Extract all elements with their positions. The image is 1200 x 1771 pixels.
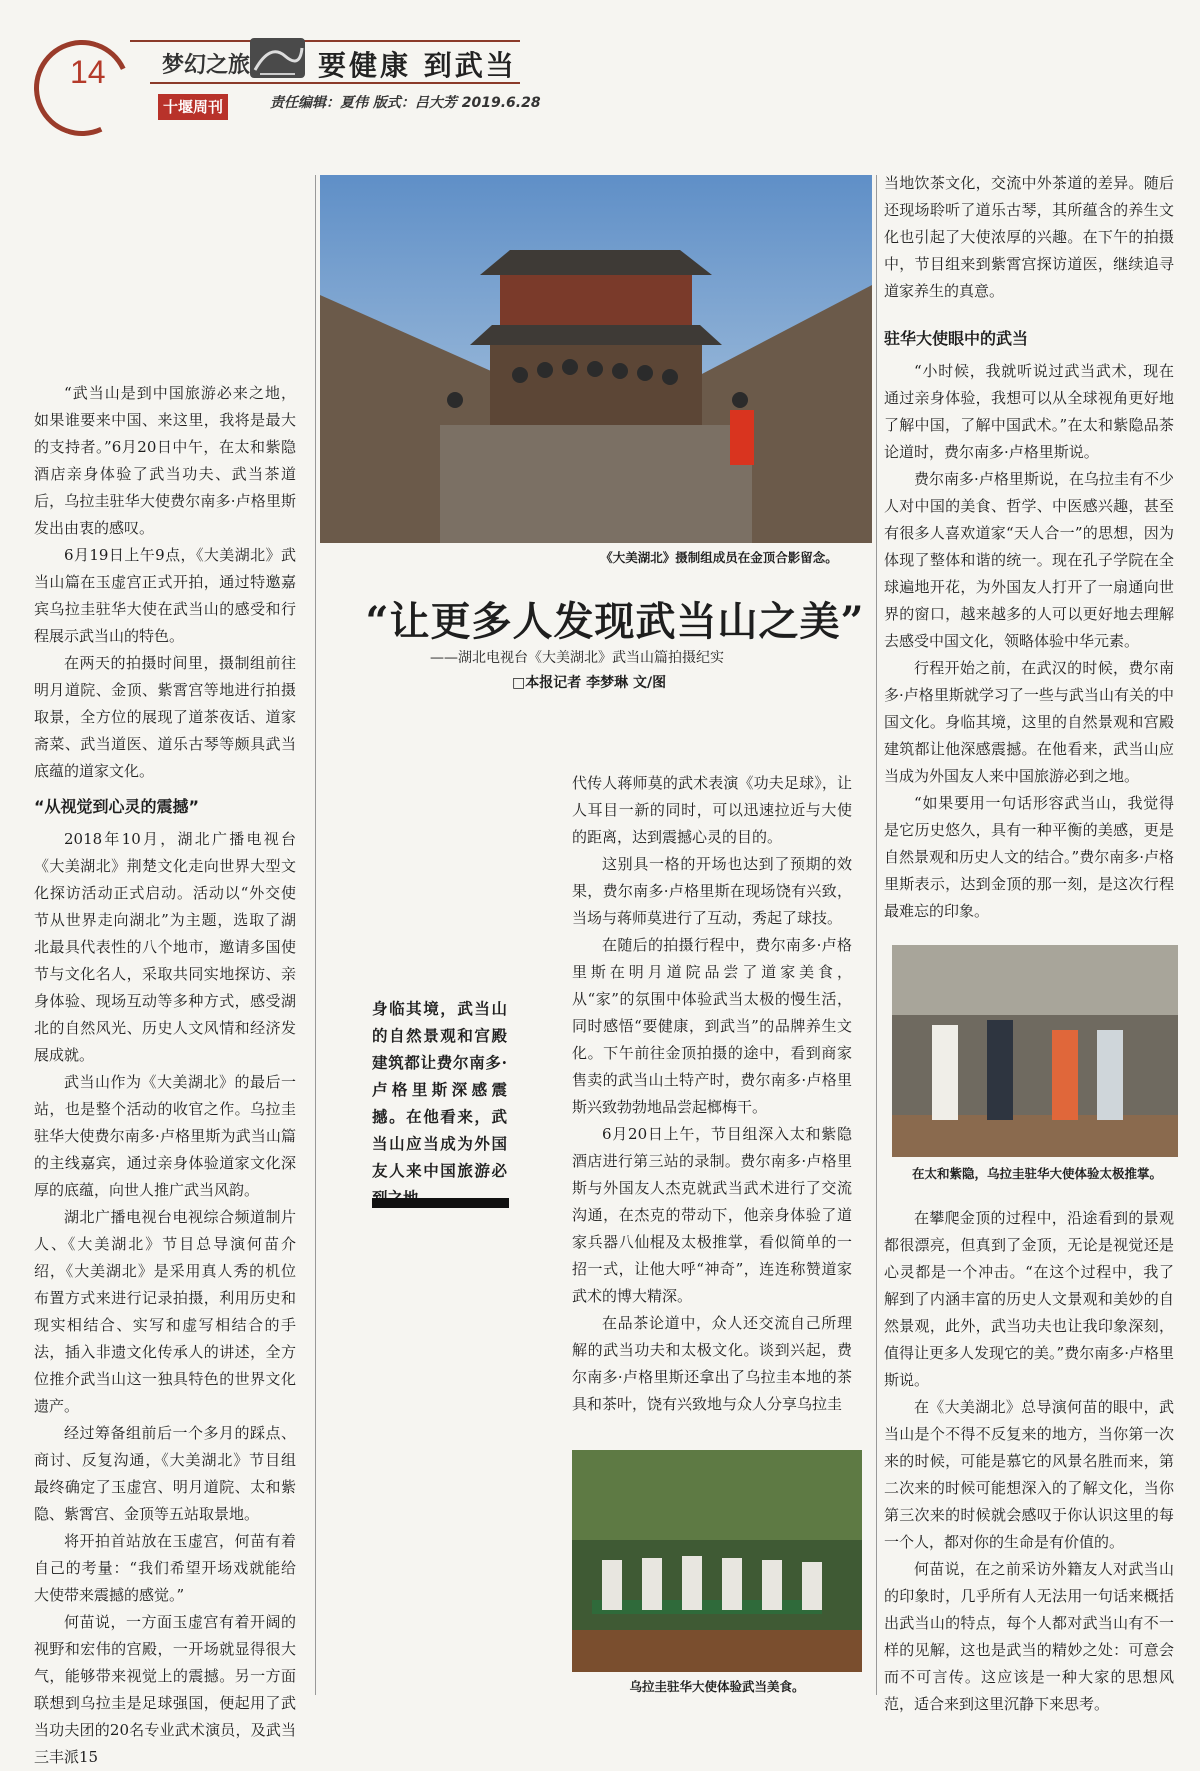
column-divider bbox=[315, 175, 316, 1695]
paragraph: 6月19日上午9点，《大美湖北》武当山篇在玉虚宫正式开拍，通过特邀嘉宾乌拉圭驻华大使在武当山的感受和行程展示武当山的特色。 bbox=[34, 546, 296, 645]
article-subtitle: ——湖北电视台《大美湖北》武当山篇拍摄纪实 bbox=[430, 650, 724, 666]
article-column-4-bottom bbox=[884, 1205, 1174, 1718]
photo-caption: 在太和紫隐，乌拉圭驻华大使体验太极推掌。 bbox=[911, 1166, 1162, 1181]
photo-caption: 《大美湖北》摄制组成员在金顶合影留念。 bbox=[600, 550, 838, 565]
editor-meta: 责任编辑：夏伟 版式：吕大芳 2019.6.28 bbox=[270, 95, 541, 111]
paragraph: 费尔南多·卢格里斯说，在乌拉圭有不少人对中国的美食、哲学、中医感兴趣，甚至有很多人喜欢道家“天人合一”的思想，因为体现了整体和谐的统一。现在孔子学院在全球遍地开花，为外国友人打开了一扇通向世界的窗口，越来越多的人可以更好地去理解去感受中国文化，领略体验中华元素。 bbox=[884, 470, 1174, 650]
byline: □本报记者 李梦琳 文/图 bbox=[512, 675, 667, 691]
paragraph: “如果要用一句话形容武当山，我觉得是它历史悠久，具有一种平衡的美感，更是自然景观和历史人文的结合。”费尔南多·卢格里斯表示，达到金顶的那一刻，是这次行程最难忘的印象。 bbox=[884, 794, 1174, 920]
article-column-1 bbox=[34, 380, 296, 1771]
paragraph: 在《大美湖北》总导演何苗的眼中，武当山是个不得不反复来的地方，当你第一次来的时候，可能是慕它的风景名胜而来，第二次来的时候可能想深入的了解文化，当你第三次来的时候就会感叹于你认识这里的每一个人，都对你的生命是有价值的。 bbox=[884, 1398, 1174, 1551]
bottom-photo bbox=[572, 1450, 862, 1672]
paper-tag: 十堰周刊 bbox=[158, 94, 228, 120]
paragraph: 当地饮茶文化，交流中外茶道的差异。随后还现场聆听了道乐古琴，其所蕴含的养生文化也引起了大使浓厚的兴趣。在下午的拍摄中，节目组来到紫霄宫探访道医，继续追寻道家养生的真意。 bbox=[884, 174, 1174, 300]
paragraph: 这别具一格的开场也达到了预期的效果，费尔南多·卢格里斯在现场饶有兴致，当场与蒋师莫进行了互动，秀起了球技。 bbox=[572, 855, 852, 927]
paragraph: 经过筹备组前后一个多月的踩点、商讨、反复沟通，《大美湖北》节目组最终确定了玉虚宫、明月道院、太和紫隐、紫霄宫、金顶等五站取景地。 bbox=[34, 1424, 296, 1523]
section-heading: 驻华大使眼中的武当 bbox=[884, 329, 1029, 348]
photo-caption: 乌拉圭驻华大使体验武当美食。 bbox=[629, 1679, 805, 1694]
slogan: 要健康 到武当 bbox=[318, 49, 517, 82]
section-heading: “从视觉到心灵的震撼” bbox=[34, 797, 200, 816]
section-title: 梦幻之旅 bbox=[162, 52, 251, 78]
paragraph: 武当山作为《大美湖北》的最后一站，也是整个活动的收官之作。乌拉圭驻华大使费尔南多·卢格里斯为武当山篇的主线嘉宾，通过亲身体验道家文化深厚的底蕴，向世人推广武当风韵。 bbox=[34, 1073, 296, 1199]
paragraph: 在品茶论道中，众人还交流自己所理解的武当功夫和太极文化。谈到兴起，费尔南多·卢格里斯还拿出了乌拉圭本地的茶具和茶叶，饶有兴致地与众人分享乌拉圭 bbox=[572, 1314, 852, 1413]
column-divider bbox=[876, 175, 877, 1695]
article-column-4-top bbox=[884, 170, 1174, 925]
paragraph: 在两天的拍摄时间里，摄制组前往明月道院、金顶、紫霄宫等地进行拍摄取景，全方位的展现了道茶夜话、道家斋菜、武当道医、道乐古琴等颇具武当底蕴的道家文化。 bbox=[34, 654, 296, 780]
paragraph: 6月20日上午，节目组深入太和紫隐酒店进行第三站的录制。费尔南多·卢格里斯与外国友人杰克就武当武术进行了交流沟通，在杰克的带动下，他亲身体验了道家兵器八仙棍及太极推掌，看似简单的一招一式，让他大呼“神奇”，连连称赞道家武术的博大精深。 bbox=[572, 1125, 852, 1305]
main-photo bbox=[320, 175, 872, 543]
article-title: “让更多人发现武当山之美” bbox=[365, 598, 865, 645]
paragraph: “小时候，我就听说过武当武术，现在通过亲身体验，我想可以从全球视角更好地了解中国，了解中国武术。”在太和紫隐品茶论道时，费尔南多·卢格里斯说。 bbox=[884, 362, 1174, 461]
section-logo bbox=[250, 38, 305, 78]
header-rule bbox=[150, 82, 520, 84]
pull-quote: 身临其境，武当山的自然景观和宫殿建筑都让费尔南多·卢格里斯深感震撼。在他看来，武当山应当成为外国友人来中国旅游必 bbox=[372, 999, 507, 1180]
article-column-3 bbox=[572, 770, 852, 1418]
paragraph: 何苗说，在之前采访外籍友人对武当山的印象时，几乎所有人无法用一句话来概括出武当山的特点，每个人都对武当山有不一样的见解，这也是武当的精妙之处：可意会而不可言传。这应该是一种大家的思想风范，适合来到这里沉静下来思考。 bbox=[884, 1560, 1174, 1713]
page-number: 14 bbox=[70, 54, 106, 90]
paragraph: 何苗说，一方面玉虚宫有着开阔的视野和宏伟的宫殿，一开场就显得很大气，能够带来视觉上的震撼。另一方面联想到乌拉圭是足球强国，便起用了武当功夫团的20名专业武术演员，及武当三丰派15 bbox=[34, 1613, 296, 1766]
paragraph: 在随后的拍摄行程中，费尔南多·卢格里斯在明月道院品尝了道家美食，从“家”的氛围中体验武当太极的慢生活，同时感悟“要健康，到武当”的品牌养生文化。下午前往金顶拍摄的途中，看到商家售卖的武当山土特产时，费尔南多·卢格里斯兴致勃勃地品尝起榔梅干。 bbox=[572, 936, 852, 1116]
paragraph: 2018年10月，湖北广播电视台《大美湖北》荆楚文化走向世界大型文化探访活动正式启动。活动以“外交使节从世界走向湖北”为主题，选取了湖北最具代表性的八个地市，邀请多国使节与文化名人，采取共同实地探访、亲身体验、现场互动等多种方式，感受湖北的自然风光、历史人文风情和经济发展成就。 bbox=[34, 830, 296, 1064]
pull-quote-bar bbox=[372, 1198, 509, 1208]
paragraph: 代传人蒋师莫的武术表演《功夫足球》，让人耳目一新的同时，可以迅速拉近与大使的距离，达到震撼心灵的目的。 bbox=[572, 774, 852, 846]
header-rule bbox=[130, 40, 520, 42]
right-photo bbox=[892, 945, 1178, 1157]
paragraph: 将开拍首站放在玉虚宫，何苗有着自己的考量：“我们希望开场戏就能给大使带来震撼的感觉。” bbox=[34, 1532, 296, 1604]
paragraph: “武当山是到中国旅游必来之地，如果谁要来中国、来这里，我将是最大的支持者。”6月20日中午，在太和紫隐酒店亲身体验了武当功夫、武当茶道后，乌拉圭驻华大使费尔南多·卢格里斯发出由衷的感叹。 bbox=[34, 384, 296, 537]
paragraph: 湖北广播电视台电视综合频道制片人、《大美湖北》节目总导演何苗介绍，《大美湖北》是采用真人秀的机位布置方式来进行记录拍摄，利用历史和现实相结合、实写和虚写相结合的手法，插入非遗文化传承人的讲述，全方位推介武当山这一独具特色的世界文化遗产。 bbox=[34, 1208, 296, 1415]
paragraph: 在攀爬金顶的过程中，沿途看到的景观都很漂亮，但真到了金顶，无论是视觉还是心灵都是一个冲击。“在这个过程中，我了解到了内涵丰富的历史人文景观和美妙的自然景观，此外，武当功夫也让我印象深刻，值得让更多人发现它的美。”费尔南多·卢格里斯说。 bbox=[884, 1209, 1174, 1389]
paragraph: 行程开始之前，在武汉的时候，费尔南多·卢格里斯就学习了一些与武当山有关的中国文化。身临其境，这里的自然景观和宫殿建筑都让他深感震撼。在他看来，武当山应当成为外国友人来中国旅游必到之地。 bbox=[884, 659, 1174, 785]
